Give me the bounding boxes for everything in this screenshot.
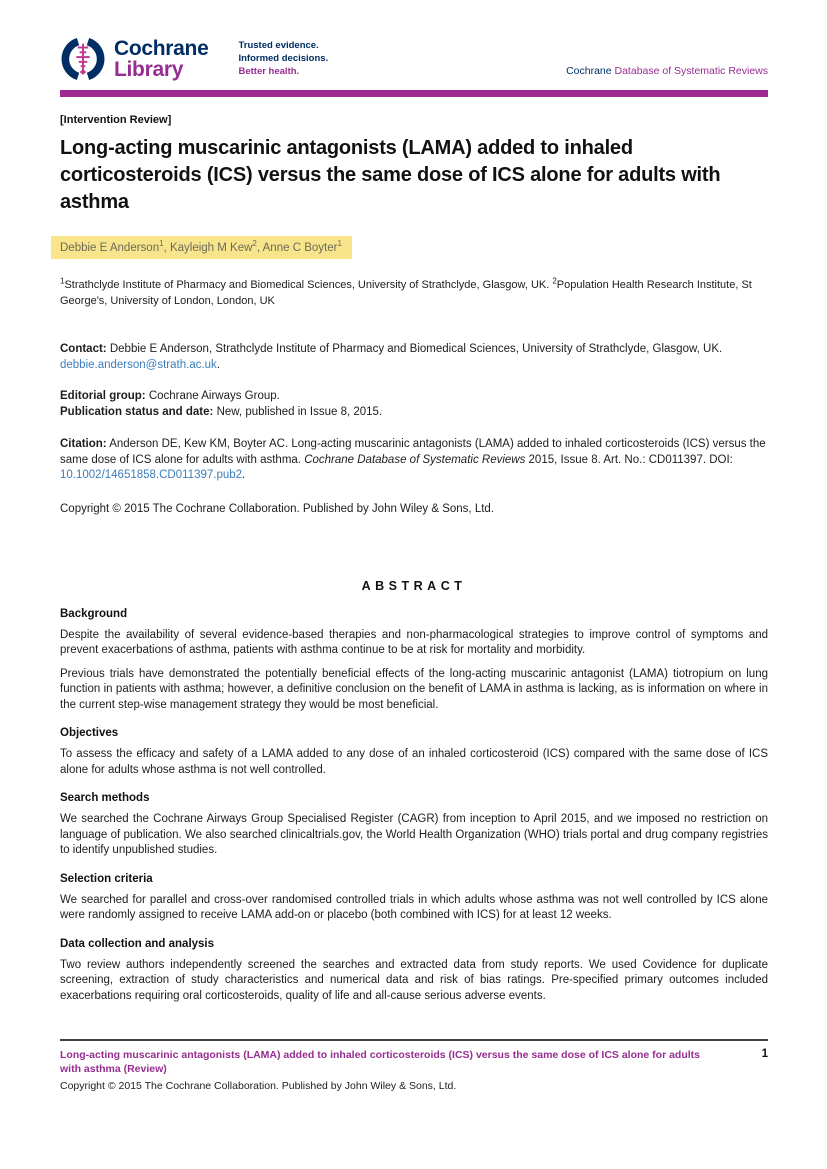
affiliations: [60, 278, 768, 309]
journal-name-suffix: Database of Systematic Reviews: [611, 65, 768, 77]
citation-text: Anderson DE, Kew KM, Boyter AC. Long-acting muscarinic antagonists (LAMA) added to inhaled corticosteroids (ICS) versus the same dose of ICS alone for adults with asthma.: [60, 438, 766, 466]
page-number: 1: [761, 1048, 768, 1060]
citation-text: 2015, Issue 8. Art. No.: CD011397. DOI:: [525, 453, 733, 466]
contact-label: Contact:: [60, 343, 107, 355]
editorial-meta-block: [60, 389, 768, 420]
tagline-line-1: Trusted evidence.: [238, 40, 319, 51]
citation-doi-link[interactable]: 10.1002/14651858.CD011397.pub2: [60, 469, 243, 481]
citation-label: Citation:: [60, 438, 107, 450]
article-title: Long-acting muscarinic antagonists (LAMA) added to inhaled corticosteroids (ICS) versus the same dose of ICS alone for adults with asthma: [60, 137, 721, 213]
author-name: Kayleigh M Kew: [169, 242, 253, 254]
footer-copyright: Copyright © 2015 The Cochrane Collaboration. Published by John Wiley & Sons, Ltd.: [60, 1080, 457, 1092]
abstract-paragraph: Previous trials have demonstrated the potentially beneficial effects of the long-acting muscarinic antagonist (LAMA) tiotropium on lung function in patients with asthma; however, a definitive conclusion on the benefit of LAMA in asthma is lacking, as is information on where in the current step-wise management strategy they would be most beneficial.: [60, 667, 768, 711]
author-separator: ,: [256, 242, 263, 254]
tagline-line-2: Informed decisions.: [238, 53, 329, 64]
abstract-paragraph: We searched for parallel and cross-over randomised controlled trials in which adults whose asthma was not well controlled by ICS alone were randomly assigned to receive LAMA add-on or placebo (both combined with ICS) for at least 12 weeks.: [60, 893, 768, 921]
logo-text-cochrane: Cochrane: [114, 37, 209, 60]
author-affiliation-ref: 2: [252, 239, 257, 249]
citation-journal-italic: Cochrane Database of Systematic Reviews: [304, 453, 526, 466]
abstract-paragraph: We searched the Cochrane Airways Group Specialised Register (CAGR) from inception to April 2015, and we imposed no restriction on language of publication. We also searched clinicaltrials.gov, the World Health Organization (WHO) trials portal and drug company registries to identify unpublished studies.: [60, 813, 768, 856]
journal-name-prefix: Cochrane: [566, 65, 612, 77]
section-heading-data-collection: Data collection and analysis: [60, 937, 215, 950]
abstract-paragraph: Two review authors independently screened the searches and extracted data from study reports. We used Covidence for duplicate screening, extraction of study characteristics and numerical data and risk of bias ratings. Pre-specified primary outcomes included exacerbations requiring oral corticosteroids, quality of life and all-cause serious adverse events.: [60, 958, 768, 1002]
abstract-heading: ABSTRACT: [361, 578, 467, 593]
author-affiliation-ref: 1: [337, 239, 342, 249]
logo-text-library: Library: [114, 58, 184, 81]
tagline-line-3: Better health.: [238, 66, 300, 77]
contact-block: [60, 342, 768, 373]
citation-block: [60, 437, 768, 484]
editorial-group-value: Cochrane Airways Group.: [148, 390, 280, 402]
footer-running-title: Long-acting muscarinic antagonists (LAMA) added to inhaled corticosteroids (ICS) versus the same dose of ICS alone for adults with asthma (Review): [60, 1049, 701, 1075]
affiliation-marker: 2: [552, 276, 557, 286]
journal-name: [566, 65, 768, 77]
sentence-period: .: [242, 469, 246, 481]
page-footer: [60, 1039, 768, 1092]
author-name: Debbie E Anderson: [60, 242, 160, 254]
brand-bar-divider: [60, 90, 768, 97]
section-heading-selection-criteria: Selection criteria: [60, 872, 153, 885]
section-heading-objectives: Objectives: [60, 727, 119, 739]
contact-email-link[interactable]: debbie.anderson@strath.ac.uk: [60, 358, 217, 371]
author-affiliation-ref: 1: [159, 239, 164, 249]
sentence-period: .: [216, 358, 221, 371]
publication-status-label: Publication status and date:: [60, 405, 214, 418]
cochrane-forest-plot-icon: [60, 36, 106, 82]
logo-wordmark: [114, 38, 208, 80]
review-type-label: [Intervention Review]: [60, 114, 172, 126]
tagline: [238, 39, 328, 82]
abstract-paragraph: Despite the availability of several evidence-based therapies and non-pharmacological strategies to improve control of symptoms and prevent exacerbations of asthma, patients with asthma continue to be at risk for mortality and morbidity.: [60, 628, 768, 656]
section-heading-background: Background: [60, 607, 128, 620]
affiliation-marker: 1: [60, 276, 65, 286]
affiliation-text: Strathclyde Institute of Pharmacy and Biomedical Sciences, University of Strathclyde, Glasgow, UK.: [64, 279, 553, 291]
editorial-group-label: Editorial group:: [60, 390, 146, 402]
cochrane-library-logo: [60, 36, 208, 82]
abstract-body: [60, 608, 768, 1005]
author-name: Anne C Boyter: [262, 242, 338, 254]
article-copyright: Copyright © 2015 The Cochrane Collaboration. Published by John Wiley & Sons, Ltd.: [60, 502, 495, 515]
author-separator: ,: [163, 242, 170, 254]
publication-status-value: New, published in Issue 8, 2015.: [216, 405, 383, 418]
abstract-paragraph: To assess the efficacy and safety of a LAMA added to any dose of an inhaled corticosteroid (ICS) compared with the same dose of ICS alone for adults whose asthma is not well controlled.: [60, 748, 768, 776]
contact-text: Debbie E Anderson, Strathclyde Institute of Pharmacy and Biomedical Sciences, University of Strathclyde, Glasgow, UK.: [109, 343, 723, 355]
section-heading-search-methods: Search methods: [60, 792, 150, 804]
footer-divider: [60, 1039, 768, 1041]
affiliation-text: Population Health Research Institute, St George's, University of London, London, UK: [60, 279, 752, 307]
authors-line: [51, 236, 352, 259]
header: [60, 0, 768, 82]
